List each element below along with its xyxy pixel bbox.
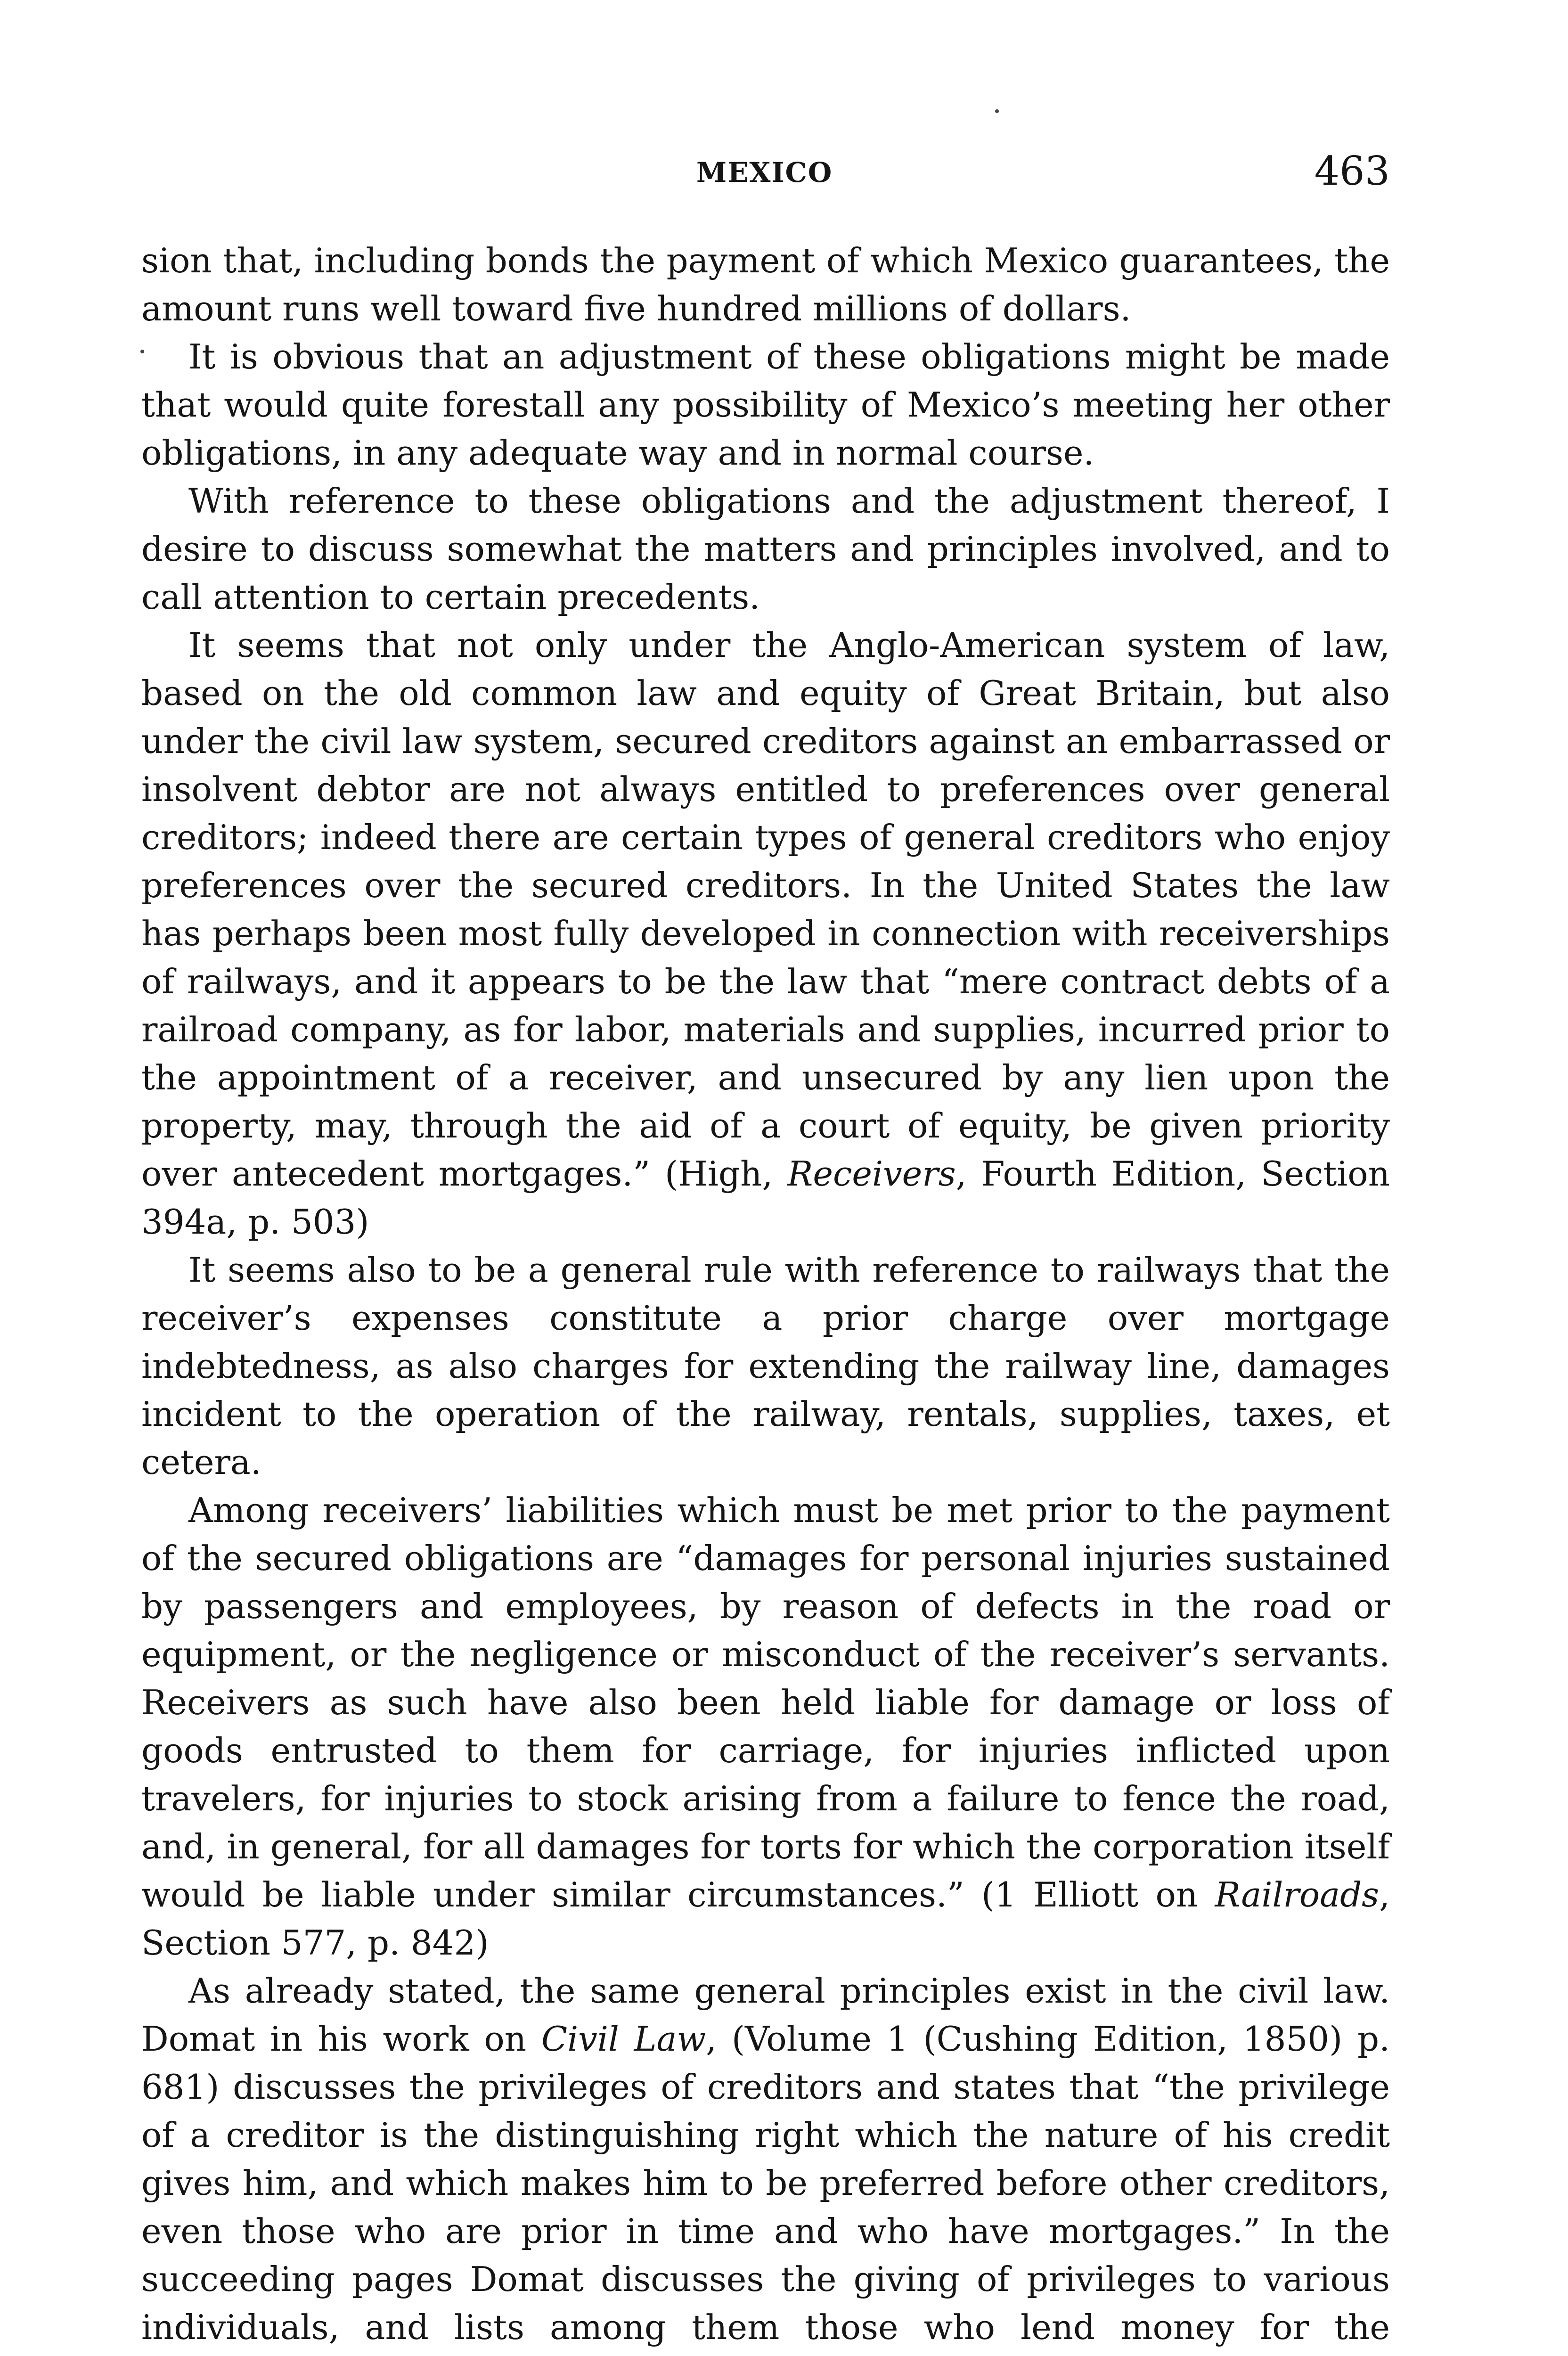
paragraph-4-text-b: , Fourth Edition, Section 394a, p. 503) xyxy=(141,1154,1390,1242)
stray-ink-dot xyxy=(140,350,144,353)
body-text xyxy=(141,237,1390,2356)
paragraph-7-citation-title: Civil Law xyxy=(541,2019,706,2059)
paragraph-6 xyxy=(141,1486,1390,1967)
paragraph-4-text-a: It seems that not only under the Anglo-American system of law, based on the old common law and equity of Great Britain, but also under the civil law system, secured creditors against an embarrassed or insolvent debtor are not always entitled to preferences over general creditors; indeed there are certain types of general creditors who enjoy preferences over the secured creditors. In the United States the law has perhaps been most fully developed in connection with receiverships of railways, and it appears to be the law that “mere contract debts of a railroad company, as for labor, materials and supplies, incurred prior to the appointment of a receiver, and unsecured by any lien upon the property, may, through the aid of a court of equity, be given priority over antecedent mortgages.” (High, xyxy=(141,625,1390,1194)
document-page xyxy=(141,141,1390,2347)
running-title: MEXICO xyxy=(696,156,833,188)
stray-ink-dot xyxy=(995,109,999,113)
paragraph-1: sion that, including bonds the payment of which Mexico guarantees, the amount runs well toward five hundred millions of dollars. xyxy=(141,241,1390,328)
page-number: 463 xyxy=(1314,148,1390,194)
paragraph-6-text-a: Among receivers’ liabilities which must be met prior to the payment of the secured obligations are “damages for personal injuries sustained by passengers and employees, by reason of defects in the road or equipment, or the negligence or misconduct of the receiver’s servants. Receivers as such have also been held liable for damage or loss of goods entrusted to them for carriage, for injuries inflicted upon travelers, for injuries to stock arising from a failure to fence the road, and, in general, for all damages for torts for which the corporation itself would be liable under similar circumstances.” (1 Elliott on xyxy=(141,1490,1390,1914)
paragraph-4 xyxy=(141,621,1390,1246)
paragraph-7 xyxy=(141,1967,1390,2356)
paragraph-5: It seems also to be a general rule with reference to railways that the receiver’s expenses constitute a prior charge over mortgage indebtedness, as also charges for extending the railway line, damages incident to the operation of the railway, rentals, supplies, taxes, et cetera. xyxy=(141,1250,1390,1482)
page-header xyxy=(141,141,1390,198)
paragraph-3: With reference to these obligations and the adjustment thereof, I desire to discuss somewhat the matters and principles involved, and to call attention to certain precedents. xyxy=(141,481,1390,617)
paragraph-7-text-a: As already stated, the same general principles exist in the civil law. Domat in his work on xyxy=(141,1971,1390,2059)
paragraph-7-text-b: , (Volume 1 (Cushing Edition, 1850) p. 681) discusses the privileges of creditors and states that “the privilege of a creditor is the distinguishing right which the nature of his credit gives him, and which makes him to be preferred before other creditors, even those who are prior in time and who have mortgages.” In the succeeding pages Domat discusses the giving of privileges to various individuals, and lists among them those who lend money for the xyxy=(141,2019,1390,2347)
paragraph-4-citation-title: Receivers xyxy=(787,1154,956,1194)
paragraph-2: It is obvious that an adjustment of these obligations might be made that would quite forestall any possibility of Mexico’s meeting her other obligations, in any adequate way and in normal course. xyxy=(141,337,1390,473)
paragraph-6-text-b: , Section 577, p. 842) xyxy=(141,1875,1390,1963)
paragraph-6-citation-title: Railroads xyxy=(1215,1875,1380,1914)
